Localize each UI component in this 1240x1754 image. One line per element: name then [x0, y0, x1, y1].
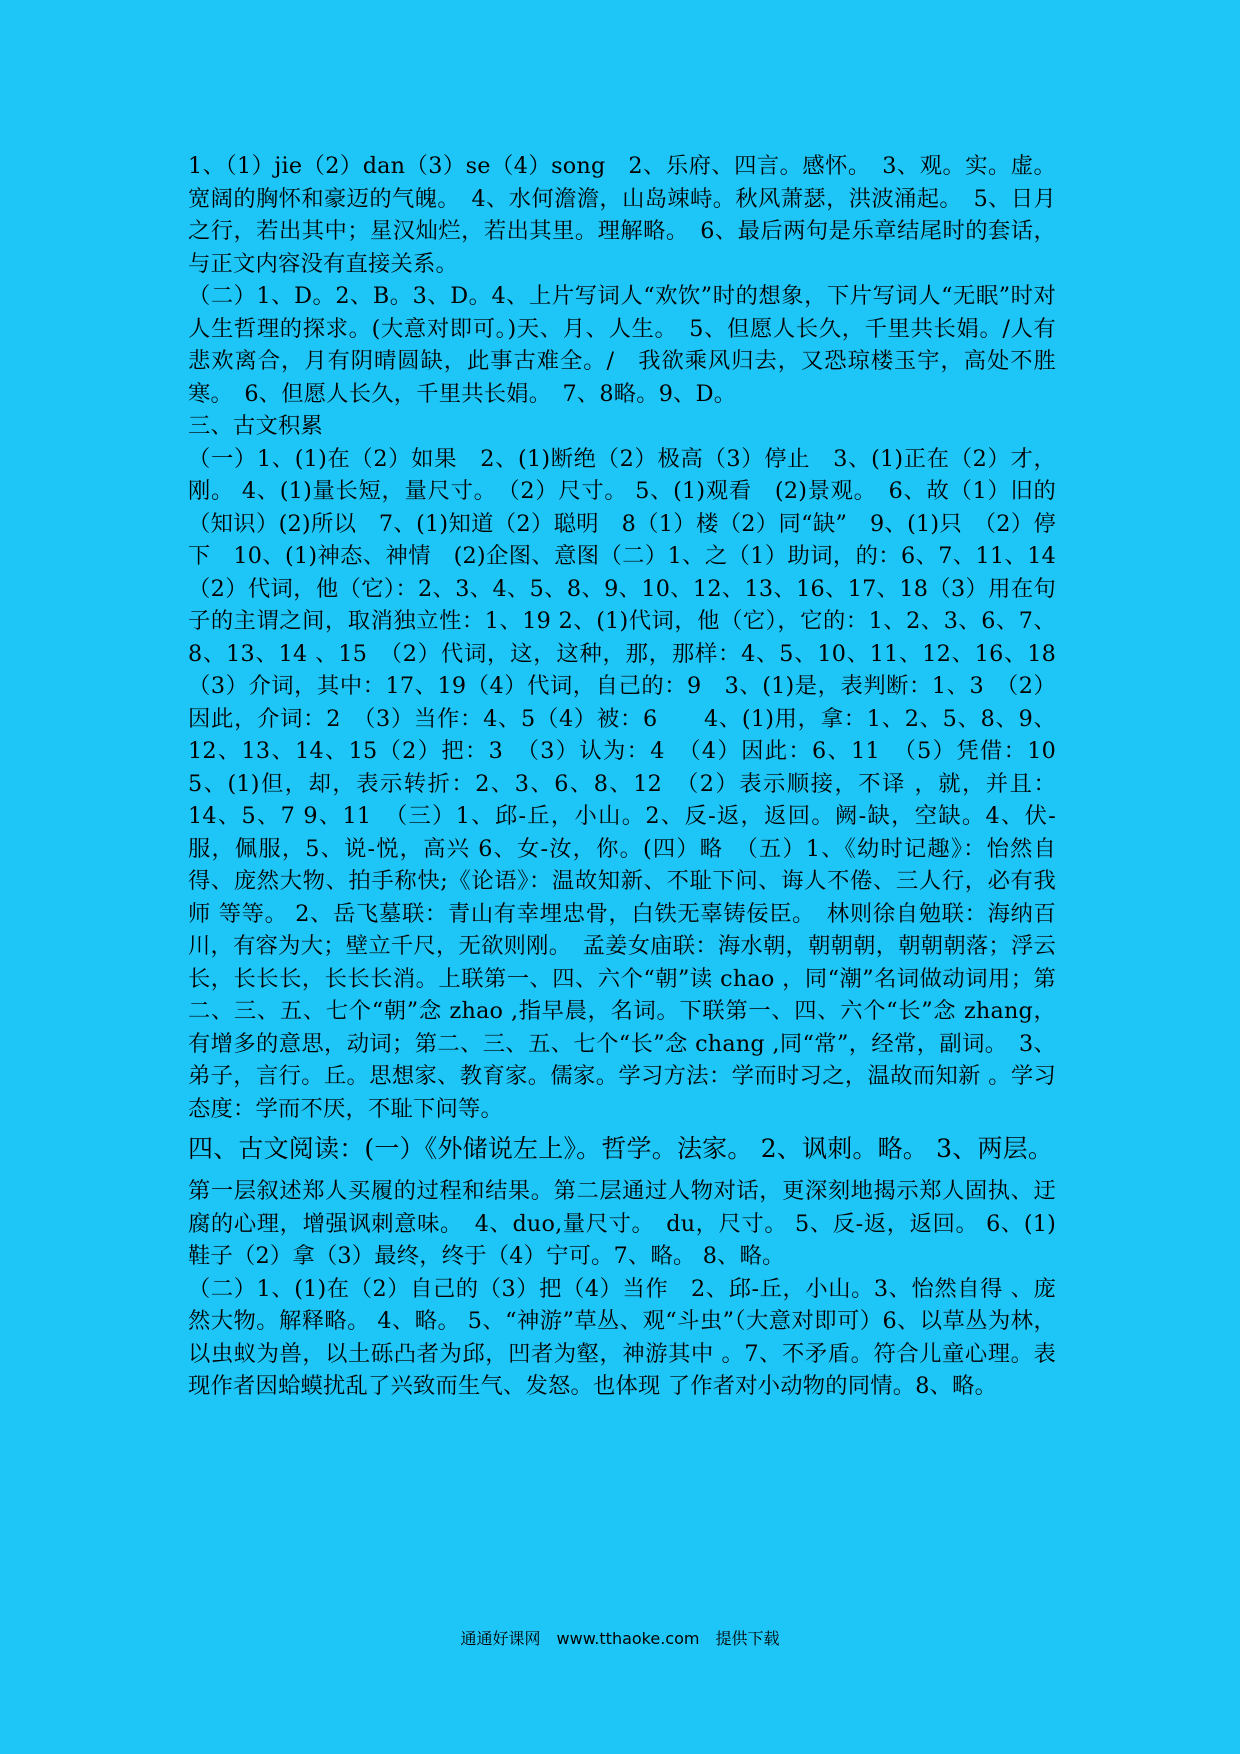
page-footer — [0, 1628, 1240, 1650]
answer-paragraph-4: （一）1、(1)在（2）如果 2、(1)断绝（2）极高（3）停止 3、(1)正在（2）才，刚。 4、(1)量长短，量尺寸。 （2）尺寸。 5、(1)观看 (2)景观。 6、故（1）旧的（知识）(2)所以 7、(1)知道（2）聪明 8（1）楼（2）同“缺” 9、(1)只 （2）停下 10、(1)神态、神情 (2)企图、意图（二）1、之（1）助词，的：6、7、11、14 （2）代词，他（它）：2、3、4、5、8、9、10、12、13、16、17、18（3）用在句子的主谓之间，取消独立性：1、19 2、(1)代词，他（它），它的：1、2、3、6、7、8、13、14 、15 （2）代词，这，这种，那，那样：4、5、10、11、12、16、18 （3）介词，其中：17、19（4）代词，自己的：9 3、(1)是，表判断：1、3 （2）因此，介词：2 （3）当作：4、5（4）被：6 4、(1)用，拿：1、2、5、8、9、12、13、14、15（2）把：3 （3）认为：4 （4）因此：6、11 （5）凭借：10 5、(1)但，却，表示转折：2、3、6、8、12 （2）表示顺接，不译 ，就，并且：14、5、7 9、11 （三）1、邱-丘，小山。2、反-返，返回。阙-缺，空缺。4、伏-服，佩服，5、说-悦，高兴 6、女-汝，你。(四）略 （五）1、《幼时记趣》：怡然自得、庞然大物、拍手称快;《论语》：温故知新、不耻下问、诲人不倦、三人行，必有我师 等等。 2、岳飞墓联：青山有幸埋忠骨，白铁无辜铸佞臣。 林则徐自勉联：海纳百川，有容为大；壁立千尺，无欲则刚。 孟姜女庙联：海水朝，朝朝朝，朝朝朝落；浮云长，长长长，长长长消。上联第一、四、六个“朝”读 chao ，同“潮”名词做动词用；第二、三、五、七个“朝”念 zhao ,指早晨，名词。下联第一、四、六个“长”念 zhang，有增多的意思，动词；第二、三、五、七个“长”念 chang ,同“常”，经常，副词。 3、弟子，言行。丘。思想家、教育家。儒家。学习方法：学而时习之，温故而知新 。学习态度：学而不厌，不耻下问等。 — [188, 445, 1079, 1122]
section-heading-4: 四、古文阅读：(一）《外储说左上》。哲学。法家。 2、讽刺。略。 3、两层。 — [188, 1134, 1054, 1163]
section-heading-3: 三、古文积累 — [188, 413, 323, 439]
footer-text: 通通好课网 www.tthaoke.com 提供下载 — [460, 1629, 780, 1648]
answer-paragraph-7: （二）1、(1)在（2）自己的（3）把（4）当作 2、邱-丘，小山。3、怡然自得 、庞然大物。解释略。 4、略。 5、“神游”草丛、观“斗虫”（大意对即可）6、以草丛为林，以虫蚁为兽，以土砾凸者为邱，凹者为壑，神游其中 。7、不矛盾。符合儿童心理。表现作者因蛤蟆扰乱了兴致而生气、发怒。也体现 了作者对小动物的同情。8、略。 — [188, 1275, 1056, 1399]
answer-paragraph-6: 第一层叙述郑人买履的过程和结果。第二层通过人物对话，更深刻地揭示郑人固执、迂腐的心理，增强讽刺意味。 4、duo,量尺寸。 du，尺寸。 5、反-返，返回。 6、(1)鞋子（2）拿（3）最终，终于（4）宁可。7、略。 8、略。 — [188, 1178, 1056, 1269]
answer-paragraph-2: （二）1、D。2、B。3、D。4、上片写词人“欢饮”时的想象，下片写词人“无眠”时对人生哲理的探求。(大意对即可。)天、月、人生。 5、但愿人长久，千里共长娟。/人有悲欢离合，月有阴晴圆缺，此事古难全。/ 我欲乘风归去，又恐琼楼玉宇，高处不胜寒。 6、但愿人长久，千里共长娟。 7、8略。9、D。 — [188, 283, 1056, 407]
document-body — [188, 150, 1079, 1403]
answer-paragraph-1: 1、（1）jie（2）dan（3）se（4）song 2、乐府、四言。感怀。 3、观。实。虚。宽阔的胸怀和豪迈的气魄。 4、水何澹澹，山岛竦峙。秋风萧瑟，洪波涌起。 5、日月之行，若出其中；星汉灿烂，若出其里。理解略。 6、最后两句是乐章结尾时的套话，与正文内容没有直接关系。 — [188, 153, 1056, 277]
